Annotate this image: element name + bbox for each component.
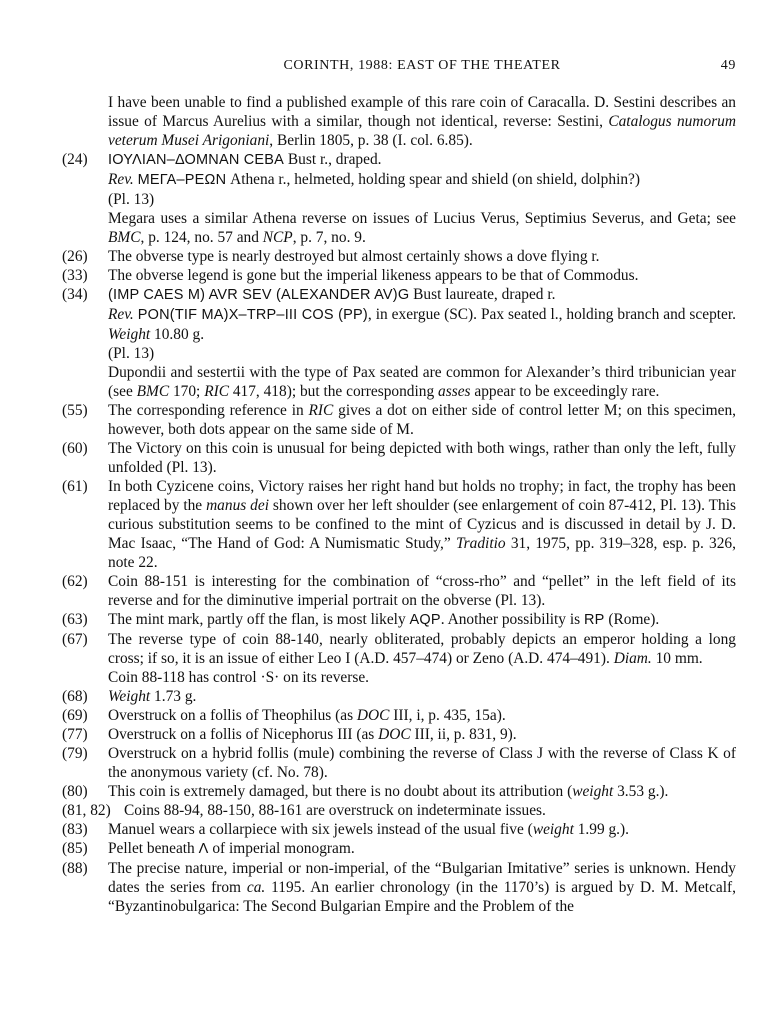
- coin-legend: ΙΟΥΛΙΑΝ–ΔΟΜΝΑΝ CEBA: [108, 152, 285, 168]
- entry-number: (69): [62, 707, 88, 724]
- entry-80: (80) This coin is extremely damaged, but there is no doubt about its attribution (weight 3.53 g.).: [62, 783, 669, 800]
- entry-number: (24): [62, 151, 88, 168]
- plate-reference: (Pl. 13): [108, 191, 155, 208]
- obverse-line: (IMP CAES M) AVR SEV (ALEXANDER AV)G Bust laureate, draped r.: [108, 286, 556, 303]
- entry-number: (79): [62, 745, 88, 762]
- page-number: 49: [720, 58, 736, 73]
- entry-69: (69) Overstruck on a follis of Theophilus (as DOC III, i, p. 435, 15a).: [62, 707, 506, 724]
- entry-62: (62) Coin 88-151 is interesting for the combination of “cross-rho” and “pellet” in the left field of its reverse and for the diminutive imperial portrait on the obverse (Pl. 13).: [62, 573, 736, 609]
- entry-number: (34): [62, 286, 88, 303]
- entry-number: (67): [62, 631, 88, 648]
- entry-number: (81, 82): [62, 802, 111, 819]
- entry-number: (85): [62, 840, 88, 857]
- coin-legend: ΜΕΓΑ–ΡΕΩΝ: [137, 172, 227, 188]
- entry-26: (26) The obverse type is nearly destroyed but almost certainly shows a dove flying r.: [62, 248, 600, 265]
- entry-85: (85) Pellet beneath Λ of imperial monogram.: [62, 840, 355, 857]
- running-head: [108, 56, 736, 76]
- entry-34: [62, 285, 736, 401]
- entry-number: (60): [62, 440, 88, 457]
- entry-67: (67) The reverse type of coin 88-140, nearly obliterated, probably depicts an emperor holding a long cross; if so, it is an issue of either Leo I (A.D. 457–474) or Zeno (A.D. 474–491). Diam. 10 mm. Coin 88-118 has control ·S· on its reverse.: [62, 631, 736, 686]
- entry-note: Coin 88-118 has control ·S· on its reverse.: [108, 669, 370, 686]
- entry-number: (63): [62, 611, 88, 628]
- obverse-line: ΙΟΥΛΙΑΝ–ΔΟΜΝΑΝ CEBA Bust r., draped.: [108, 151, 382, 168]
- entry-88: (88) The precise nature, imperial or non-imperial, of the “Bulgarian Imitative” series is unknown. Hendy dates the series from ca. 1195. An earlier chronology (in the 1170’s) is argued by D. M. Metcalf, “Byzantinobulgarica: The Second Bulgarian Empire and the Problem of the: [62, 860, 736, 915]
- entry-77: (77) Overstruck on a follis of Nicephorus III (as DOC III, ii, p. 831, 9).: [62, 726, 517, 743]
- monogram-letter: Λ: [198, 841, 209, 857]
- entry-number: (61): [62, 478, 88, 495]
- coin-legend: (IMP CAES M) AVR SEV (ALEXANDER AV)G: [108, 287, 410, 303]
- plate-reference: (Pl. 13): [108, 345, 155, 362]
- entry-63: (63) The mint mark, partly off the flan, is most likely AQP. Another possibility is RP (Rome).: [62, 611, 660, 628]
- entry-68: (68) Weight 1.73 g.: [62, 688, 197, 705]
- entry-55: (55) The corresponding reference in RIC gives a dot on either side of control letter M; on this specimen, however, both dots appear on the same side of M.: [62, 402, 737, 438]
- entry-number: (55): [62, 402, 88, 419]
- entry-60: (60) The Victory on this coin is unusual for being depicted with both wings, rather than only the left, fully unfolded (Pl. 13).: [62, 440, 736, 476]
- entry-61: (61) In both Cyzicene coins, Victory raises her right hand but holds no trophy; in fact, the trophy has been replaced by the manus dei shown over her left shoulder (see enlargement of coin 87-412, Pl. 13). This curious substitution seems to be confined to the mint of Cyzicus and is discussed in detail by J. D. Mac Isaac, “The Hand of God: A Numismatic Study,” Traditio 31, 1975, pp. 319–328, esp. p. 326, note 22.: [62, 478, 736, 571]
- intro-paragraph: I have been unable to find a published example of this rare coin of Caracalla. D. Sestini describes an issue of Marcus Aurelius with a similar, though not identical, reverse: Sestini, Catalogus numorum veterum Musei Arigoniani, Berlin 1805, p. 38 (I. col. 6.85).: [108, 94, 736, 149]
- entry-83: (83) Manuel wears a collarpiece with six jewels instead of the usual five (weight 1.99 g.).: [62, 821, 630, 838]
- entry-number: (80): [62, 783, 88, 800]
- entry-number: (62): [62, 573, 88, 590]
- entry-note: Megara uses a similar Athena reverse on issues of Lucius Verus, Septimius Severus, and Geta; see BMC, p. 124, no. 57 and NCP, p. 7, no. 9.: [108, 210, 736, 246]
- reverse-line: Rev. ΜΕΓΑ–ΡΕΩΝ Athena r., helmeted, holding spear and shield (on shield, dolphin?): [108, 171, 640, 188]
- mint-mark: RP: [583, 612, 605, 628]
- page-body: [62, 93, 736, 916]
- entry-number: (88): [62, 860, 88, 877]
- entry-33: (33) The obverse legend is gone but the imperial likeness appears to be that of Commodus.: [62, 267, 639, 284]
- entry-24: [62, 150, 736, 247]
- coin-legend: PON(TIF MA)X–TRP–III COS (PP): [137, 307, 368, 323]
- mint-mark: AQP: [409, 612, 441, 628]
- entry-note: Dupondii and sestertii with the type of Pax seated are common for Alexander’s third tribunician year (see BMC 170; RIC 417, 418); but the corresponding asses appear to be exceedingly rare.: [108, 364, 736, 400]
- entry-79: (79) Overstruck on a hybrid follis (mule) combining the reverse of Class J with the reverse of Class K of the anonymous variety (cf. No. 78).: [62, 745, 736, 781]
- entry-81-82: (81, 82) Coins 88-94, 88-150, 88-161 are overstruck on indeterminate issues.: [62, 802, 546, 819]
- running-title: CORINTH, 1988: EAST OF THE THEATER: [283, 58, 561, 73]
- entry-number: (68): [62, 688, 88, 705]
- entry-number: (33): [62, 267, 88, 284]
- reverse-line: Rev. PON(TIF MA)X–TRP–III COS (PP), in exergue (SC). Pax seated l., holding branch and scepter. Weight 10.80 g.: [108, 306, 737, 343]
- entry-number: (26): [62, 248, 88, 265]
- entry-number: (77): [62, 726, 88, 743]
- entry-number: (83): [62, 821, 88, 838]
